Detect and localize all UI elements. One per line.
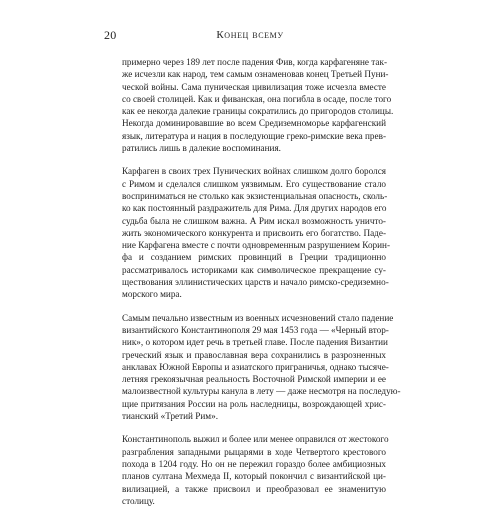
text-line: ко как постоянный раздражитель для Рима. Для других народов его xyxy=(122,203,387,214)
page-body xyxy=(122,56,401,518)
text-line: примерно через 189 лет после падения Фив, когда карфагеняне так- xyxy=(122,57,388,67)
text-line: судьба была не слишком важна. А Рим искал возможность уничто- xyxy=(122,215,386,226)
text-line: же исчезли как народ, тем самым ознаменовав конец Третьей Пуни- xyxy=(122,69,389,80)
text-line: как ее некогда далекие границы сократились до пригородов столицы. xyxy=(122,106,394,117)
text-line: жить экономического конкурента и присвоить его богатство. Паде- xyxy=(122,227,386,238)
text-line: Карфаген в своих трех Пунических войнах слишком долго боролся xyxy=(122,166,386,177)
page-number: 20 xyxy=(104,28,117,42)
text-line: ник», о котором идет речь в третьей главе. После падения Византии xyxy=(122,337,388,348)
paragraph-3 xyxy=(122,312,401,423)
text-line: Самым печально известным из военных исчезновений стало падение xyxy=(122,312,394,323)
text-line: анклавах Южной Европы и азиатского приграничья, однако тысяче- xyxy=(122,361,389,372)
text-line: летняя грекоязычная реальность Восточной Римской империи и ее xyxy=(122,374,386,385)
text-line: ществования эллинистических царств и начало римско-средиземно- xyxy=(122,277,389,288)
text-line: разграбления западными рыцарями в ходе Четвертого крестового xyxy=(122,446,386,457)
text-line: византийского Константинополя 29 мая 1453 года — «Черный втор- xyxy=(122,324,389,335)
text-line: рассматривалось историками как символическое прекращение су- xyxy=(122,264,386,275)
text-line: греческий язык и православная вера сохранились в разрозненных xyxy=(122,349,386,360)
text-line: столицу. xyxy=(122,495,155,506)
text-line: планов султана Мехмеда II, который покончил с византийской ци- xyxy=(122,471,386,482)
running-head: Конец всему xyxy=(216,29,284,41)
page-header xyxy=(0,28,500,46)
text-line: малоизвестной культуры канула в лету — даже несмотря на последую- xyxy=(122,386,401,397)
text-line: ние Карфагена вместе с почти одновременным разрушением Корин- xyxy=(122,240,391,251)
paragraph-4 xyxy=(122,433,389,507)
text-line: похода в 1204 году. Но он не пережил гораздо более амбициозных xyxy=(122,458,386,469)
text-line: со своей столицей. Как и фиванская, она погибла в осаде, после того xyxy=(122,93,392,104)
paragraph-1 xyxy=(122,56,394,154)
text-line: с Римом и сделался слишком уязвимым. Его существование стало xyxy=(122,178,386,189)
text-line: восприниматься не столько как экзистенциальная опасность, сколь- xyxy=(122,190,388,201)
text-line: ческой войны. Сама пуническая цивилизация тоже исчезла вместе xyxy=(122,81,386,92)
text-line: фа и созданием римских провинций в Греции традиционно xyxy=(122,252,386,263)
text-line: язык, литература и нация в последующие греко-римские века прев- xyxy=(122,130,386,141)
text-line: вилизацией, а также присвоил и преобразовал ее знаменитую xyxy=(122,483,386,494)
text-line: Некогда доминировавшие во всем Средиземноморье карфагенский xyxy=(122,118,386,129)
paragraph-2 xyxy=(122,165,391,300)
text-line: тианский «Третий Рим». xyxy=(122,411,219,422)
text-line: ратились лишь в далекие воспоминания. xyxy=(122,143,281,154)
text-line: морского мира. xyxy=(122,289,182,300)
text-line: Константинополь выжил и более или менее оправился от жестокого xyxy=(122,434,389,445)
text-line: щие притязания России на роль наследницы, возрождающей хрис- xyxy=(122,398,386,409)
